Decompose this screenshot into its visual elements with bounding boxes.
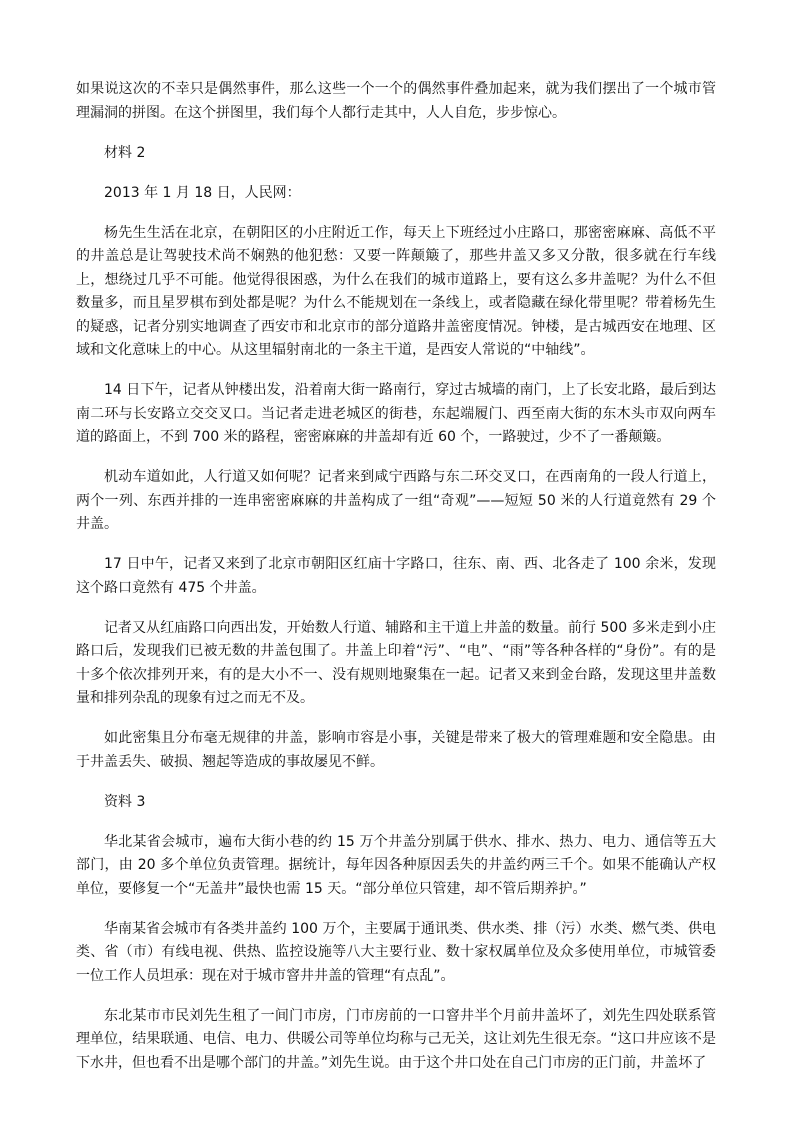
paragraph-north-china: 华北某省会城市，遍布大街小巷的约 15 万个井盖分别属于供水、排水、热力、电力、通信等五大部门，由 20 多个单位负责管理。据统计，每年因各种原因丢失的井盖约两三千个。如果不能确认产权单位，要修复一个“无盖井”最快也需 15 天。“部分单位只管建，却不管后期养护。” bbox=[76, 833, 716, 897]
paragraph-intro: 如果说这次的不幸只是偶然事件，那么这些一个一个的偶然事件叠加起来，就为我们摆出了一个城市管理漏洞的拼图。在这个拼图里，我们每个人都行走其中，人人自危，步步惊心。 bbox=[76, 81, 716, 121]
paragraph-yang: 杨先生生活在北京，在朝阳区的小庄附近工作，每天上下班经过小庄路口，那密密麻麻、高低不平的井盖总是让驾驶技术尚不娴熟的他犯愁：又要一阵颠簸了，那些井盖又多又分散，很多就在行车线上，想绕过几乎不可能。他觉得很困惑，为什么在我们的城市道路上，要有这么多井盖呢？为什么不但数量多，而且星罗棋布到处都是呢？为什么不能规划在一条线上，或者隐藏在绿化带里呢？带着杨先生的疑惑，记者分别实地调查了西安市和北京市的部分道路井盖密度情况。钟楼，是古城西安在地理、区域和文化意味上的中心。从这里辐射南北的一条主干道，是西安人常说的“中轴线”。 bbox=[76, 224, 716, 358]
paragraph-xian-14: 14 日下午，记者从钟楼出发，沿着南大街一路南行，穿过古城墙的南门，上了长安北路，最后到达南二环与长安路立交交叉口。当记者走进老城区的街巷，东起端履门、西至南大街的东木头市双向两车道的路面上，不到 700 米的路程，密密麻麻的井盖却有近 60 个，一路驶过，少不了一番颠簸。 bbox=[76, 382, 716, 445]
document-page bbox=[76, 78, 716, 1092]
paragraph-south-china: 华南某省会城市有各类井盖约 100 万个，主要属于通讯类、供水类、排（污）水类、燃气类、供电类、省（市）有线电视、供热、监控设施等八大主要行业、数十家权属单位及众多使用单位，市城管委一位工作人员坦承：现在对于城市窨井井盖的管理“有点乱”。 bbox=[76, 920, 716, 984]
paragraph-hazards: 如此密集且分布毫无规律的井盖，影响市容是小事，关键是带来了极大的管理难题和安全隐患。由于井盖丢失、破损、翘起等造成的事故屡见不鲜。 bbox=[76, 730, 716, 770]
source-date-line: 2013 年 1 月 18 日，人民网： bbox=[104, 184, 301, 201]
section-heading-material-2: 材料 2 bbox=[104, 144, 146, 161]
paragraph-sidewalk: 机动车道如此，人行道又如何呢？记者来到咸宁西路与东二环交叉口，在西南角的一段人行道上，两个一列、东西并排的一连串密密麻麻的井盖构成了一组“奇观”——短短 50 米的人行道竟然有 29 个井盖。 bbox=[76, 469, 716, 532]
paragraph-hongmiao: 记者又从红庙路口向西出发，开始数人行道、辅路和主干道上井盖的数量。前行 500 多米走到小庄路口后，发现我们已被无数的井盖包围了。井盖上印着“污”、“电”、“雨”等各种各样的“身份”。有的是十多个依次排列开来，有的是大小不一、没有规则地聚集在一起。记者又来到金台路，发现这里井盖数量和排列杂乱的现象有过之而无不及。 bbox=[76, 619, 716, 706]
paragraph-beijing-17: 17 日中午，记者又来到了北京市朝阳区红庙十字路口，往东、南、西、北各走了 100 余米，发现这个路口竟然有 475 个井盖。 bbox=[76, 556, 716, 596]
section-heading-material-3: 资料 3 bbox=[104, 793, 146, 810]
paragraph-northeast: 东北某市市民刘先生租了一间门市房，门市房前的一口窨井半个月前井盖坏了，刘先生四处联系管理单位，结果联通、电信、电力、供暖公司等单位均称与己无关，这让刘先生很无奈。“这口井应该不是下水井，但也看不出是哪个部门的井盖。”刘先生说。由于这个井口处在自己门市房的正门前，井盖坏了 bbox=[76, 1007, 716, 1071]
